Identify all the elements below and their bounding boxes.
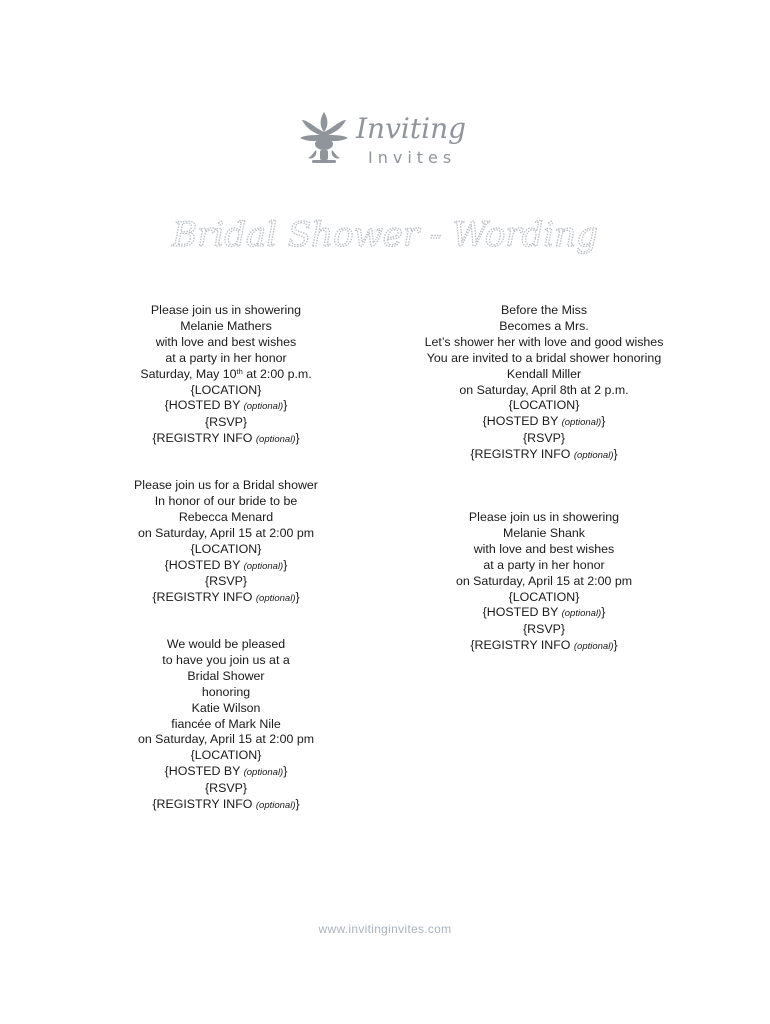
date-line: on Saturday, April 15 at 2:00 pm bbox=[455, 573, 633, 588]
honoree-name: Kendall Miller bbox=[506, 366, 582, 381]
wording-block-5 bbox=[110, 637, 342, 814]
block-line: You are invited to a bridal shower honoring bbox=[426, 350, 662, 365]
registry-placeholder: {REGISTRY INFO (optional)} bbox=[152, 590, 300, 605]
hosted-by-placeholder: {HOSTED BY (optional)} bbox=[164, 398, 288, 413]
rsvp-placeholder: {RSVP} bbox=[204, 781, 248, 796]
location-placeholder: {LOCATION} bbox=[190, 382, 262, 397]
date-line: on Saturday, April 8th at 2 p.m. bbox=[459, 382, 629, 397]
heading-text: Bridal Shower - Wording bbox=[172, 215, 598, 255]
block-line: at a party in her honor bbox=[165, 350, 287, 365]
hosted-by-placeholder: {HOSTED BY (optional)} bbox=[164, 557, 288, 572]
block-line: at a party in her honor bbox=[483, 557, 605, 572]
block-line: We would be pleased bbox=[166, 637, 286, 651]
block-line: honoring bbox=[201, 684, 251, 699]
location-placeholder: {LOCATION} bbox=[508, 398, 580, 413]
wording-block-1 bbox=[110, 303, 342, 448]
block-line: Bridal Shower bbox=[187, 668, 265, 683]
block-line: Please join us in showering bbox=[150, 303, 302, 317]
block-line: Let’s shower her with love and good wishes bbox=[424, 334, 664, 349]
registry-placeholder: {REGISTRY INFO (optional)} bbox=[470, 638, 618, 653]
inviting-invites-logo bbox=[298, 108, 478, 170]
honoree-name: Melanie Shank bbox=[503, 525, 585, 540]
hosted-by-placeholder: {HOSTED BY (optional)} bbox=[482, 414, 606, 429]
hosted-by-placeholder: {HOSTED BY (optional)} bbox=[164, 764, 288, 779]
rsvp-placeholder: {RSVP} bbox=[522, 431, 566, 446]
registry-placeholder: {REGISTRY INFO (optional)} bbox=[152, 431, 300, 446]
honoree-name: Katie Wilson bbox=[191, 700, 261, 715]
wording-block-2 bbox=[404, 303, 684, 464]
location-placeholder: {LOCATION} bbox=[190, 541, 262, 556]
honoree-name: Melanie Mathers bbox=[180, 318, 272, 333]
location-placeholder: {LOCATION} bbox=[190, 748, 262, 763]
block-line: Becomes a Mrs. bbox=[499, 318, 589, 333]
wording-block-3 bbox=[110, 478, 342, 607]
rsvp-placeholder: {RSVP} bbox=[522, 622, 566, 637]
block-line: Please join us in showering bbox=[468, 510, 620, 524]
date-line: Saturday, May 10th at 2:00 p.m. bbox=[140, 366, 312, 381]
date-line: on Saturday, April 15 at 2:00 pm bbox=[137, 525, 315, 540]
block-line: with love and best wishes bbox=[155, 334, 297, 349]
svg-text:Invites: Invites bbox=[368, 148, 457, 167]
registry-placeholder: {REGISTRY INFO (optional)} bbox=[470, 447, 618, 462]
rsvp-placeholder: {RSVP} bbox=[204, 415, 248, 430]
block-line: Before the Miss bbox=[500, 303, 588, 317]
hosted-by-placeholder: {HOSTED BY (optional)} bbox=[482, 605, 606, 620]
honoree-name: Rebecca Menard bbox=[178, 509, 274, 524]
block-line: Please join us for a Bridal shower bbox=[134, 478, 318, 492]
damask-icon bbox=[298, 108, 478, 170]
location-placeholder: {LOCATION} bbox=[508, 589, 580, 604]
block-line: In honor of our bride to be bbox=[154, 493, 298, 508]
date-line: on Saturday, April 15 at 2:00 pm bbox=[137, 732, 315, 747]
block-line: to have you join us at a bbox=[162, 652, 290, 667]
block-line: fiancée of Mark Nile bbox=[171, 716, 281, 731]
registry-placeholder: {REGISTRY INFO (optional)} bbox=[152, 797, 300, 812]
footer-url[interactable]: www.invitinginvites.com bbox=[318, 922, 452, 936]
rsvp-placeholder: {RSVP} bbox=[204, 574, 248, 589]
wording-block-4 bbox=[404, 510, 684, 655]
page-heading bbox=[150, 200, 620, 270]
svg-text:Inviting: Inviting bbox=[356, 112, 467, 145]
block-line: with love and best wishes bbox=[473, 541, 615, 556]
